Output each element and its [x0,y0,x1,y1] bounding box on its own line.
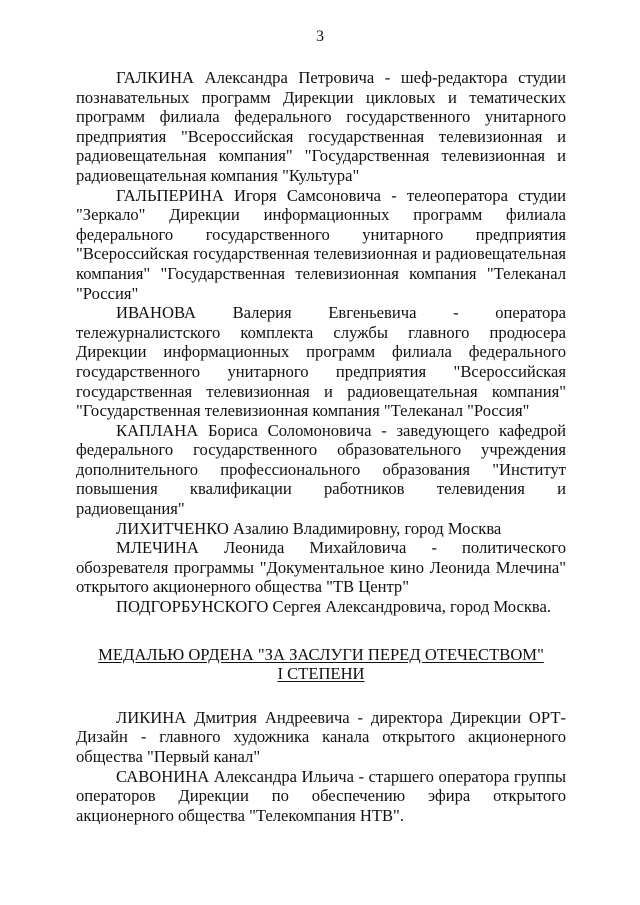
award-entry-likhitchenko: ЛИХИТЧЕНКО Азалию Владимировну, город Москва [116,518,502,538]
section-heading [76,645,566,684]
award-entry-galperina: ГАЛЬПЕРИНА Игоря Самсоновича - телеоператора студии "Зеркало" Дирекции информационных программ филиала федерального государственного унитарного предприятия "Всероссийская государственная телевизионная и радиовещательная компания" "Государственная телевизионная компания "Телеканал "Россия" [76,185,566,303]
section-heading-line-2: I СТЕПЕНИ [277,664,365,684]
award-entry-likina: ЛИКИНА Дмитрия Андреевича - директора Дирекции ОРТ-Дизайн - главного художника канала открытого акционерного общества "Первый канал" [76,707,566,766]
page-number: 3 [316,28,324,45]
award-entry-podgorbunskogo: ПОДГОРБУНСКОГО Сергея Александровича, город Москва. [116,597,552,617]
award-entry-mlechina: МЛЕЧИНА Леонида Михайловича - политического обозревателя программы "Документальное кино Леонида Млечина" открытого акционерного общества "ТВ Центр" [76,538,566,597]
award-entry-kaplana: КАПЛАНА Бориса Соломоновича - заведующего кафедрой федерального государственного образовательного учреждения дополнительного профессионального образования "Институт повышения квалификации работников телевидения и радиовещания" [76,420,566,519]
award-entry-galkina: ГАЛКИНА Александра Петровича - шеф-редактора студии познавательных программ Дирекции цикловых и тематических программ филиала федерального государственного унитарного предприятия "Всероссийская государственная телевизионная и радиовещательная компания" "Государственная телевизионная и радиовещательная компания "Культура" [76,68,566,185]
award-entry-ivanova: ИВАНОВА Валерия Евгеньевича - оператора тележурналистского комплекта службы главного продюсера Дирекции информационных программ филиала федерального государственного унитарного предприятия "Всероссийская государственная телевизионная и радиовещательная компания" "Государственная телевизионная компания "Телеканал "Россия" [76,303,566,421]
award-entry-savonina: САВОНИНА Александра Ильича - старшего оператора группы операторов Дирекции по обеспечению эфира открытого акционерного общества "Телекомпания НТВ". [76,766,566,825]
document-body [76,68,566,825]
section-heading-line-1: МЕДАЛЬЮ ОРДЕНА "ЗА ЗАСЛУГИ ПЕРЕД ОТЕЧЕСТВОМ" [98,644,544,664]
